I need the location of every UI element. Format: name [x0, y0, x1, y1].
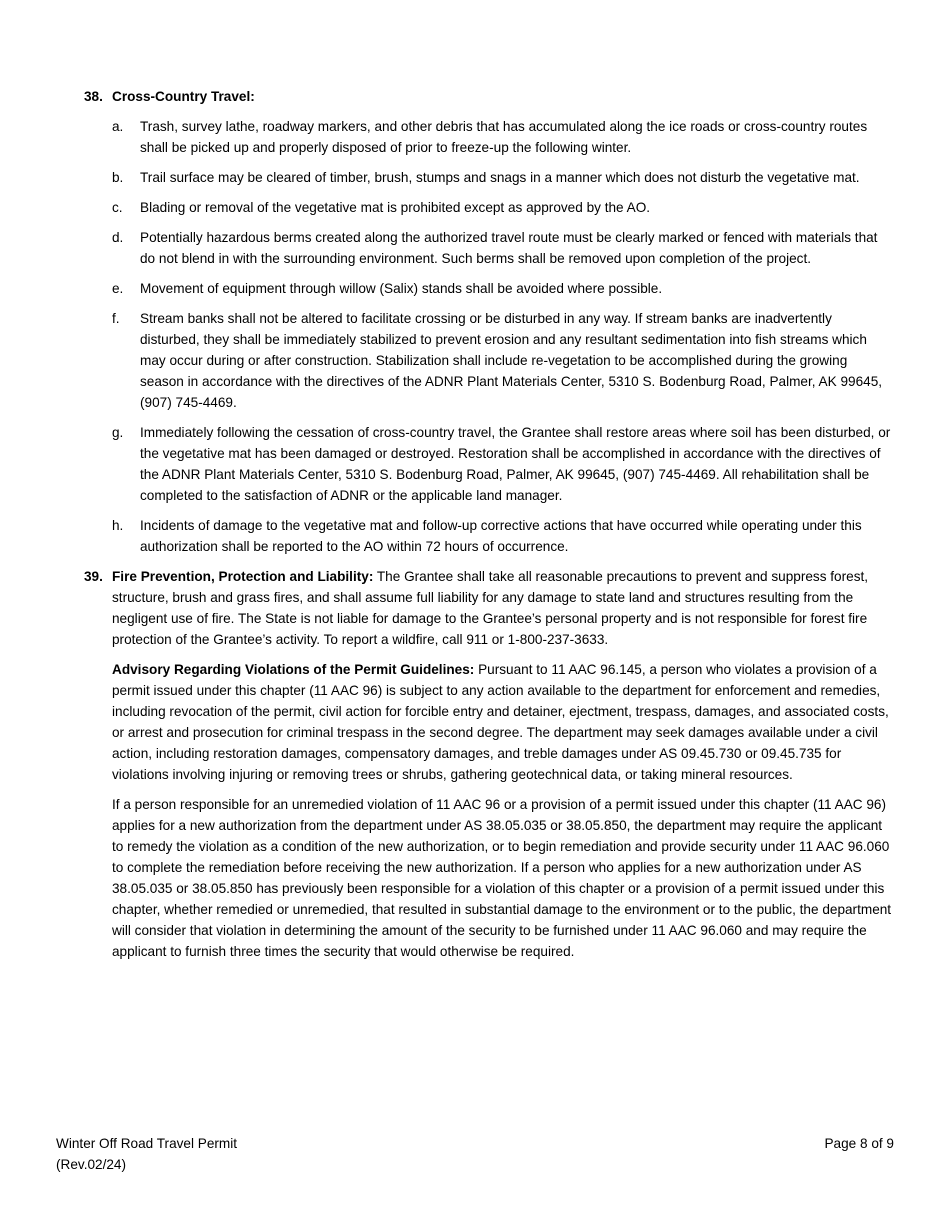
footer-revision: (Rev.02/24) — [56, 1157, 127, 1172]
item-text: Trash, survey lathe, roadway markers, and other debris that has accumulated along the ice roads or cross-country routes shall be picked up and properly disposed of prior to freeze-up the following winter. — [140, 119, 868, 155]
advisory-text: Pursuant to 11 AAC 96.145, a person who violates a provision of a permit issued under this chapter (11 AAC 96) is subject to any action available to the department for enforcement and remedies, including revocation of the permit, civil action for forcible entry and detainer, ejectment, trespass, damages, and associated costs, or arrest and prosecution for criminal trespass in the second degree. The department may seek damages available under a civil action, including restoration damages, compensatory damages, and treble damages under AS 09.45.730 or 09.45.735 for violations involving injuring or removing trees or shrubs, gathering geotechnical data, or taking mineral resources. — [112, 662, 889, 782]
item-letter: c. — [112, 200, 123, 215]
footer-page-number: Page 8 of 9 — [824, 1136, 894, 1151]
section-39-number: 39. — [84, 569, 103, 584]
item-letter: b. — [112, 170, 124, 185]
section-38-title: Cross-Country Travel: — [112, 89, 255, 104]
item-letter: h. — [112, 518, 124, 533]
section-39-title: Fire Prevention, Protection and Liability: — [112, 569, 374, 584]
section-39-text: The Grantee shall take all reasonable precautions to prevent and suppress forest, structure, brush and grass fires, and shall assume full liability for any damage to state land and structures resulting from the negligent use of fire. The State is not liable for damage to the Grantee’s personal property and is not responsible for forest fire protection of the Grantee’s activity. To report a wildfire, call 911 or 1-800-237-3633. — [112, 569, 869, 647]
remedy-paragraph: If a person responsible for an unremedied violation of 11 AAC 96 or a provision of a permit issued under this chapter (11 AAC 96) applies for a new authorization from the department under AS 38.05.035 or 38.05.850, the department may require the applicant to remedy the violation as a condition of the new authorization, or to begin remediation and provide security under 11 AAC 96.060 to complete the remediation before receiving the new authorization. If a person who applies for a new authorization under AS 38.05.035 or 38.05.850 has previously been responsible for a violation of this chapter or a provision of a permit issued under this chapter, whether remedied or unremedied, that resulted in substantial damage to the environment or to the public, the department will consider that violation in determining the amount of the security to be furnished under 11 AAC 96.060 and may require the applicant to furnish three times the security that would otherwise be required. — [112, 797, 892, 959]
item-letter: e. — [112, 281, 124, 296]
footer-left — [56, 1133, 237, 1175]
section-39 — [84, 566, 894, 962]
list-item-e — [112, 278, 894, 299]
list-item-a — [112, 116, 894, 158]
item-letter: a. — [112, 119, 124, 134]
section-38-number: 38. — [84, 89, 103, 104]
item-text: Potentially hazardous berms created along the authorized travel route must be clearly marked or fenced with materials that do not blend in with the surrounding environment. Such berms shall be removed upon completion of the project. — [140, 230, 878, 266]
item-text: Movement of equipment through willow (Salix) stands shall be avoided where possible. — [140, 281, 663, 296]
item-text: Trail surface may be cleared of timber, brush, stumps and snags in a manner which does not disturb the vegetative mat. — [140, 170, 860, 185]
section-38 — [84, 86, 894, 962]
advisory-title: Advisory Regarding Violations of the Permit Guidelines: — [112, 662, 475, 677]
item-text: Immediately following the cessation of cross-country travel, the Grantee shall restore areas where soil has been disturbed, or the vegetative mat has been damaged or destroyed. Restoration shall be accomplished in accordance with the directives of the ADNR Plant Materials Center, 5310 S. Bodenburg Road, Palmer, AK 99645, (907) 745-4469. All rehabilitation shall be completed to the satisfaction of ADNR or the applicable land manager. — [140, 425, 891, 503]
item-letter: d. — [112, 230, 124, 245]
item-letter: f. — [112, 311, 120, 326]
section-39-paragraph — [112, 566, 894, 650]
list-item-g — [112, 422, 894, 506]
item-text: Blading or removal of the vegetative mat is prohibited except as approved by the AO. — [140, 200, 651, 215]
list-item-h — [112, 515, 894, 557]
item-text: Incidents of damage to the vegetative mat and follow-up corrective actions that have occurred while operating under this authorization shall be reported to the AO within 72 hours of occurrence. — [140, 518, 862, 554]
list-item-c — [112, 197, 894, 218]
footer-doc-title: Winter Off Road Travel Permit — [56, 1136, 238, 1151]
advisory-paragraph — [112, 659, 894, 785]
list-item-f — [112, 308, 894, 413]
item-text: Stream banks shall not be altered to facilitate crossing or be disturbed in any way. If stream banks are inadvertently disturbed, they shall be immediately stabilized to prevent erosion and any resultant sedimentation into fish streams which may occur during or after construction. Stabilization shall include re-vegetation to be accomplished during the growing season in accordance with the directives of the ADNR Plant Materials Center, 5310 S. Bodenburg Road, Palmer, AK 99645, (907) 745-4469. — [140, 311, 883, 410]
section-38-list — [112, 116, 894, 557]
item-letter: g. — [112, 425, 124, 440]
list-item-d — [112, 227, 894, 269]
list-item-b — [112, 167, 894, 188]
